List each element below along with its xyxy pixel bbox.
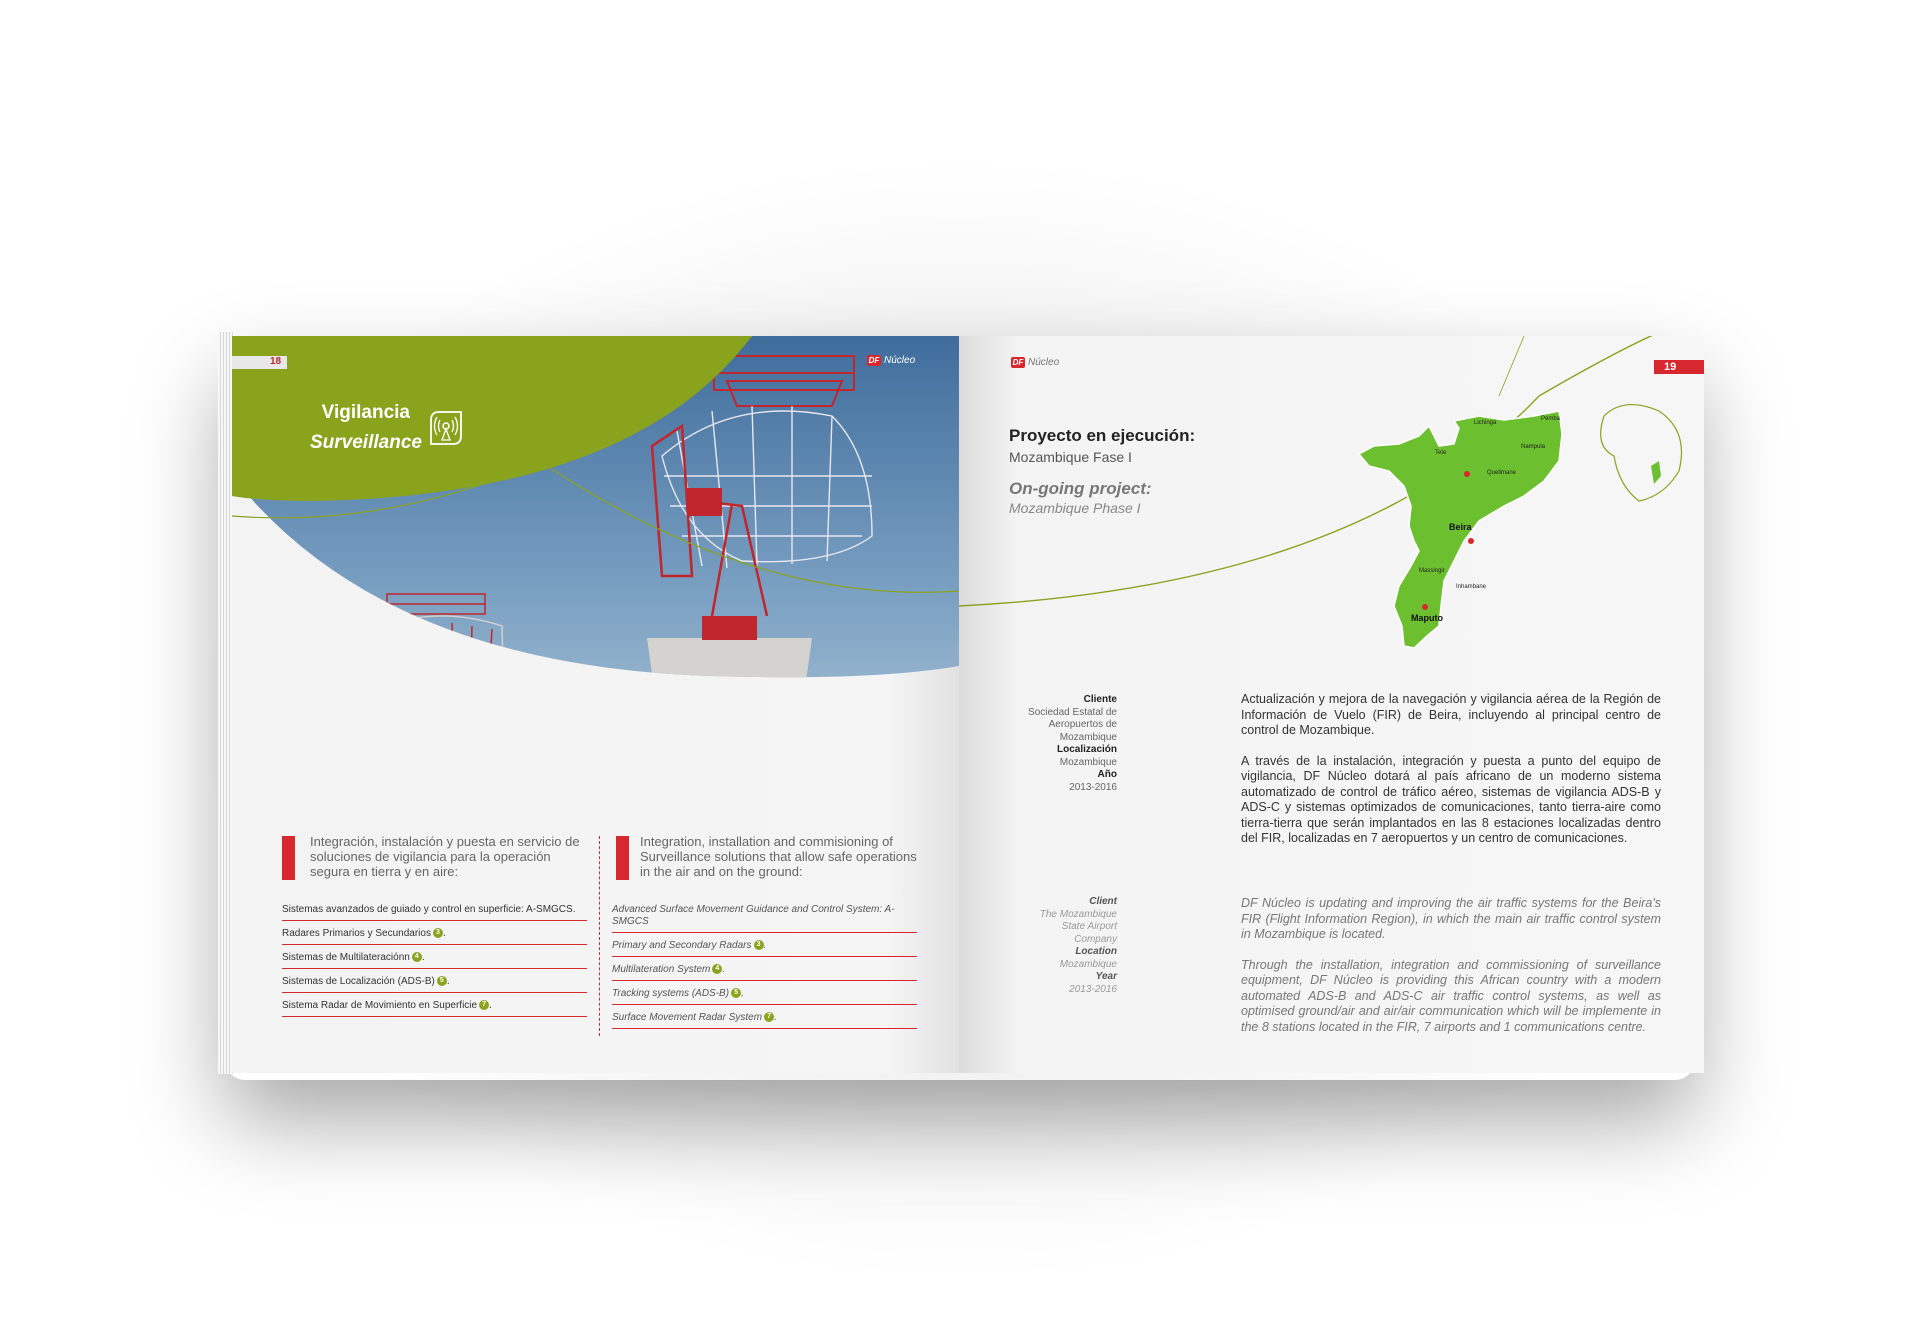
- item-number-badge: 5: [437, 976, 447, 986]
- city-nampula: Nampula: [1521, 444, 1546, 450]
- city-maputo: Maputo: [1411, 613, 1443, 623]
- list-item-text: Multilateration System: [612, 964, 711, 975]
- brand-logo-right: DF Núcleo: [1012, 357, 1060, 369]
- right-page: [959, 336, 1704, 1073]
- year-value-en: 2013-2016: [1069, 983, 1117, 995]
- project-name-en: Mozambique Phase I: [1009, 500, 1141, 516]
- project-meta-es: [989, 694, 1117, 794]
- list-item-text: Primary and Secondary Radars: [612, 940, 752, 951]
- list-item: Sistema Radar de Movimiento en Superficie 7 .: [282, 997, 587, 1017]
- surveillance-list-en: [612, 901, 917, 1033]
- list-item: Tracking systems (ADS-B) 5 .: [612, 985, 917, 1005]
- list-item: [612, 901, 917, 933]
- list-item: Sistemas de Multilateraciónn 4 .: [282, 949, 587, 969]
- radar-icon: [427, 410, 465, 446]
- project-label-es: Proyecto en ejecución:: [1009, 426, 1196, 445]
- year-value-es: 2013-2016: [1069, 781, 1117, 793]
- location-value-es: Mozambique: [1059, 756, 1117, 768]
- year-label-es: Año: [1097, 769, 1117, 780]
- left-page: [232, 336, 959, 1073]
- body-text-es: [1241, 692, 1661, 862]
- intro-es: Integración, instalación y puesta en servicio de soluciones de vigilancia para la operación segura en tierra y en aire:: [310, 834, 580, 879]
- list-item-text: Sistemas avanzados de guiado y control en superficie: A-SMGCS.: [282, 904, 576, 915]
- section-title: [310, 402, 422, 454]
- client-value-es: Sociedad Estatal de Aeropuertos de Mozambique: [1028, 706, 1117, 743]
- project-label-en: On-going project:: [1009, 479, 1152, 498]
- city-lichinga: Lichinga: [1474, 420, 1497, 426]
- section-title-en: Surveillance: [310, 432, 422, 453]
- item-number-badge: 5: [731, 988, 741, 998]
- list-item: Sistemas de Localización (ADS-B) 5 .: [282, 973, 587, 993]
- list-item-text: Advanced Surface Movement Guidance and Control System: A-SMGCS: [612, 904, 895, 927]
- item-number-badge: 4: [412, 952, 422, 962]
- list-item-text: Surface Movement Radar System: [612, 1012, 763, 1023]
- body-es-paragraph-1: Actualización y mejora de la navegación y vigilancia aérea de la Región de Información de Vuelo (FIR) de Beira, incluyendo al principal centro de control de Mozambique.: [1241, 692, 1661, 737]
- city-tete: Tete: [1435, 450, 1447, 456]
- list-item: Multilateration System 4 .: [612, 961, 917, 981]
- location-value-en: Mozambique: [1059, 958, 1117, 970]
- city-pemba: Pemba: [1541, 416, 1561, 422]
- client-label-en: Client: [1089, 896, 1117, 907]
- city-quelimane: Quelimane: [1487, 470, 1517, 476]
- body-en-paragraph-1: DF Núcleo is updating and improving the air traffic systems for the Beira's FIR (Flight Information Region), in which the main air traffic control system in Mozambique is located.: [1241, 896, 1661, 941]
- section-title-es: Vigilancia: [321, 402, 410, 423]
- page-number-right: 19: [1654, 360, 1704, 374]
- item-number-badge: 4: [712, 964, 722, 974]
- body-en-paragraph-2: Through the installation, integration and commissioning of surveillance equipment, DF Núcleo is providing this African country with a modern automated ADS-B and ADS-C air traffic control systems, as well as optimised ground/air and air/air communication which will be implemente in the 8 stations located in the FIR, 7 airports and 1 communications centre.: [1241, 957, 1661, 1034]
- list-item: Radares Primarios y Secundarios 3 .: [282, 925, 587, 945]
- list-item: [282, 901, 587, 921]
- list-item-text: Sistema Radar de Movimiento en Superficie: [282, 1000, 478, 1011]
- client-value-en: The Mozambique State Airport Company: [1039, 908, 1117, 945]
- body-es-paragraph-2: A través de la instalación, integración y puesta a punto del equipo de vigilancia, DF Núcleo dotará al país africano de un moderno sistema automatizado de control de tráfico aéreo, sistemas de vigilancia ADS-B y ADS-C y sistemas optimizados de comunicaciones, tanto tierra-aire como tierra-tierra que serán implantados en las 8 estaciones localizadas dentro del FIR, localizadas en 7 aeropuertos y un centro de comunicaciones.: [1241, 753, 1661, 845]
- city-inhambane: Inhambane: [1456, 584, 1487, 590]
- city-beira: Beira: [1449, 522, 1472, 532]
- list-item-text: Sistemas de Multilateraciónn: [282, 952, 410, 963]
- year-label-en: Year: [1095, 971, 1117, 982]
- list-item-text: Sistemas de Localización (ADS-B): [282, 976, 435, 987]
- project-name-es: Mozambique Fase I: [1009, 449, 1132, 465]
- list-item: Primary and Secondary Radars 3 .: [612, 937, 917, 957]
- red-bar-es: [282, 836, 295, 880]
- item-number-badge: 3: [433, 928, 443, 938]
- item-number-badge: 7: [479, 1000, 489, 1010]
- list-item-text: Radares Primarios y Secundarios: [282, 928, 431, 939]
- page-number-left: 18: [232, 356, 287, 369]
- city-massingir: Massingir: [1419, 568, 1445, 574]
- location-label-es: Localización: [1056, 744, 1117, 755]
- column-divider: [599, 836, 600, 1036]
- radar-photo: [232, 336, 959, 762]
- list-item: Surface Movement Radar System 7 .: [612, 1009, 917, 1029]
- project-header: [1009, 426, 1195, 516]
- location-label-en: Location: [1075, 946, 1117, 957]
- brand-logo-left: DF Núcleo: [868, 355, 916, 367]
- item-number-badge: 7: [764, 1012, 774, 1022]
- client-label-es: Cliente: [1083, 694, 1117, 705]
- intro-en: Integration, installation and commisioning of Surveillance solutions that allow safe operations in the air and on the ground:: [640, 834, 917, 879]
- list-item-text: Tracking systems (ADS-B): [612, 988, 730, 999]
- project-meta-en: [1019, 896, 1117, 996]
- surveillance-list-es: [282, 901, 587, 1021]
- body-text-en: [1241, 896, 1661, 1050]
- red-bar-en: [616, 836, 629, 880]
- item-number-badge: 3: [754, 940, 764, 950]
